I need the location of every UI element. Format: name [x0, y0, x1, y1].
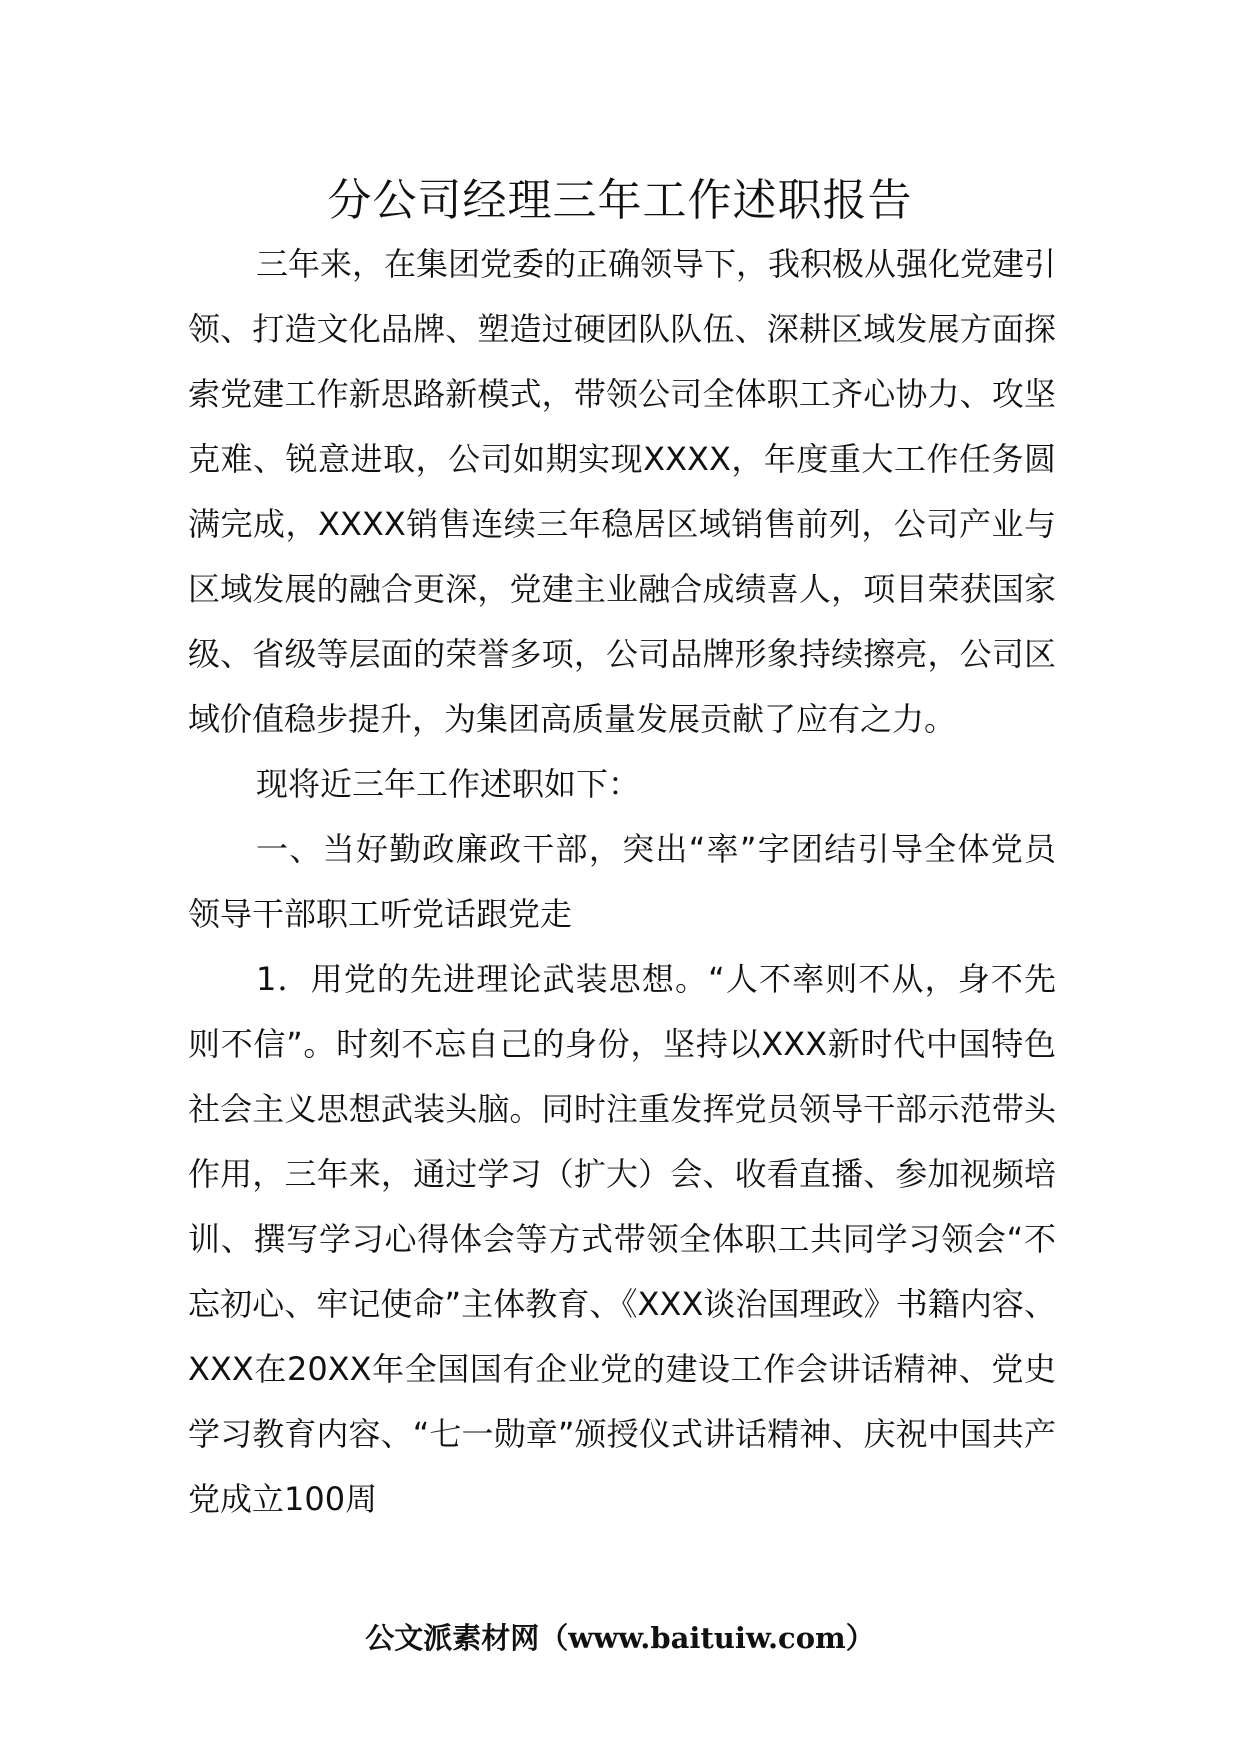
section-heading-one: 一、当好勤政廉政干部，突出“率”字团结引导全体党员领导干部职工听党话跟党走	[188, 830, 1056, 933]
footer-watermark: 公文派素材网（www.baituiw.com）	[365, 1621, 875, 1655]
paragraph-lead-in: 现将近三年工作述职如下：	[256, 765, 641, 803]
document-title: 分公司经理三年工作述职报告	[327, 175, 913, 226]
paragraph-item-one: 1．用党的先进理论武装思想。“人不率则不从，身不先则不信”。时刻不忘自己的身份，坚持以XXX新时代中国特色社会主义思想武装头脑。同时注重发挥党员领导干部示范带头作用，三年来，通过学习（扩大）会、收看直播、参加视频培训、撰写学习心得体会等方式带领全体职工共同学习领会“不忘初心、牢记使命”主体教育、《XXX谈治国理政》书籍内容、XXX在20XX年全国国有企业党的建设工作会讲话精神、党史学习教育内容、“七一勋章”颁授仪式讲话精神、庆祝中国共产党成立100周	[188, 960, 1056, 1518]
document-body	[188, 232, 1056, 1532]
paragraph-intro: 三年来，在集团党委的正确领导下，我积极从强化党建引领、打造文化品牌、塑造过硬团队队伍、深耕区域发展方面探索党建工作新思路新模式，带领公司全体职工齐心协力、攻坚克难、锐意进取，公司如期实现XXXX，年度重大工作任务圆满完成，XXXX销售连续三年稳居区域销售前列，公司产业与区域发展的融合更深，党建主业融合成绩喜人，项目荣获国家级、省级等层面的荣誉多项，公司品牌形象持续擦亮，公司区域价值稳步提升，为集团高质量发展贡献了应有之力。	[188, 245, 1057, 738]
